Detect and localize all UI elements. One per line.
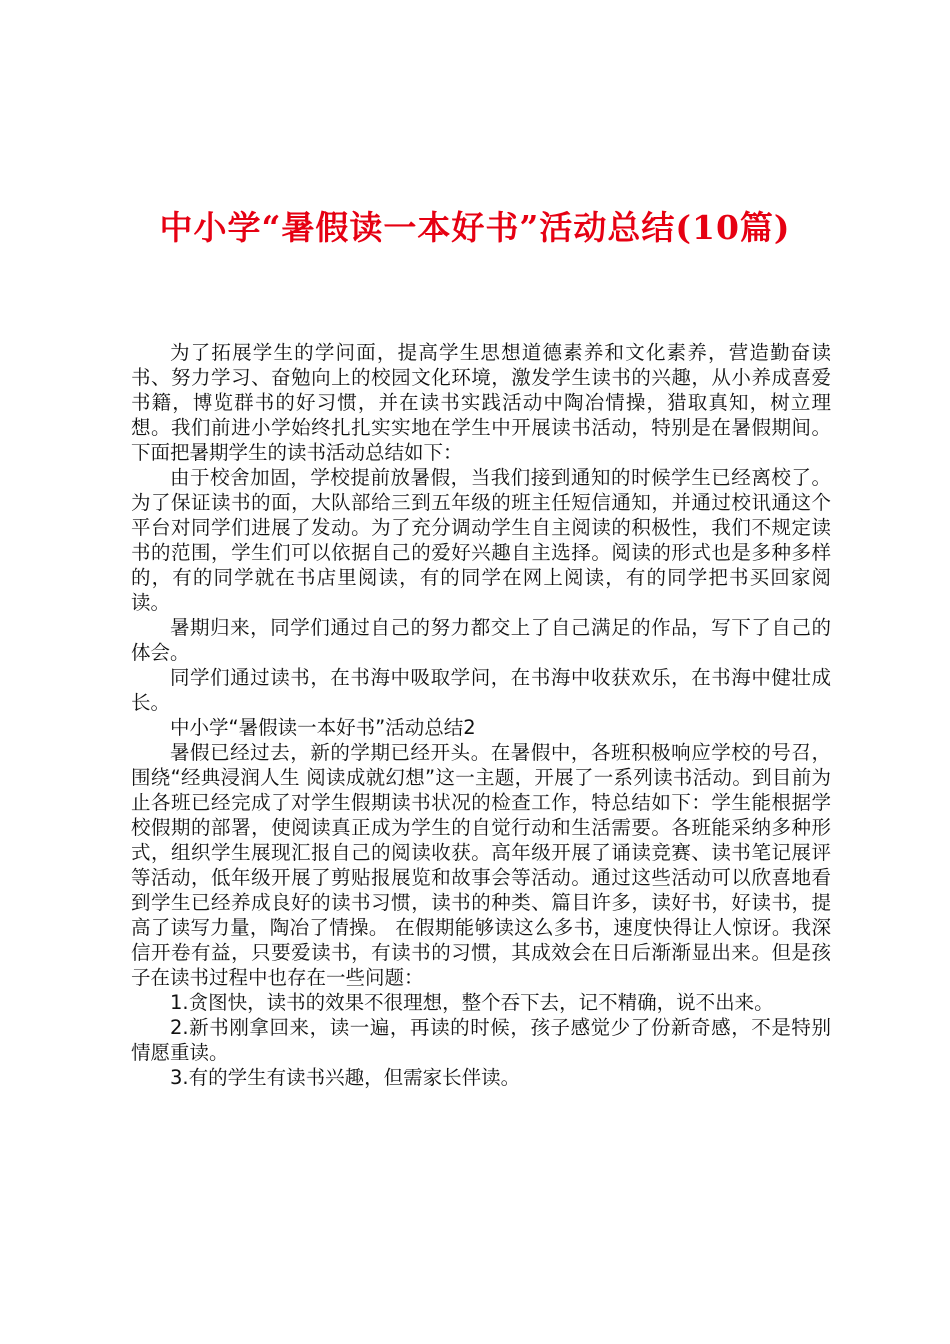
paragraph-conclusion: 同学们通过读书，在书海中吸取学问，在书海中收获欢乐，在书海中健壮成长。 (131, 666, 831, 714)
list-item-problem-3: 3.有的学生有读书兴趣，但需家长伴读。 (170, 1066, 521, 1089)
paragraph-summary-2: 暑假已经过去，新的学期已经开头。在暑假中，各班积极响应学校的号召，围绕“经典浸润人生 阅读成就幻想”这一主题，开展了一系列读书活动。到目前为止各班已经完成了对学生假期读书状况的检查工作，特总结如下：学生能根据学校假期的部署，使阅读真正成为学生的自觉行动和生活需要。各班能采纳多种形式，组织学生展现汇报自己的阅读收获。高年级开展了诵读竞赛、读书笔记展评等活动，低年级开展了剪贴报展览和故事会等活动。通过这些活动可以欣喜地看到学生已经养成良好的读书习惯，读书的种类、篇目许多，读好书，好读书，提高了读写力量，陶冶了情操。 在假期能够读这么多书，速度快得让人惊讶。我深信开卷有益，只要爱读书，有读书的习惯，其成效会在日后渐渐显出来。但是孩子在读书过程中也存在一些问题： (131, 741, 831, 989)
paragraph-background: 由于校舍加固，学校提前放暑假，当我们接到通知的时候学生已经离校了。为了保证读书的面，大队部给三到五年级的班主任短信通知，并通过校讯通这个平台对同学们进展了发动。为了充分调动学生自主阅读的积极性，我们不规定读书的范围，学生们可以依据自己的爱好兴趣自主选择。阅读的形式也是多种多样的，有的同学就在书店里阅读，有的同学在网上阅读，有的同学把书买回家阅读。 (131, 466, 831, 614)
section-heading-2: 中小学“暑假读一本好书”活动总结2 (170, 716, 476, 739)
paragraph-intro: 为了拓展学生的学问面，提高学生思想道德素养和文化素养，营造勤奋读书、努力学习、奋勉向上的校园文化环境，激发学生读书的兴趣，从小养成喜爱书籍，博览群书的好习惯，并在读书实践活动中陶冶情操，猎取真知，树立理想。我们前进小学始终扎扎实实地在学生中开展读书活动，特别是在暑假期间。下面把暑期学生的读书活动总结如下： (131, 341, 831, 464)
document-title: 中小学“暑假读一本好书”活动总结(10篇) (159, 208, 791, 247)
list-item-problem-1: 1.贪图快，读书的效果不很理想，整个吞下去，记不精确，说不出来。 (170, 991, 774, 1014)
document-body (131, 340, 831, 1090)
list-item-problem-2: 2.新书刚拿回来，读一遍，再读的时候，孩子感觉少了份新奇感，不是特别情愿重读。 (131, 1016, 831, 1064)
paragraph-results: 暑期归来，同学们通过自己的努力都交上了自己满足的作品，写下了自己的体会。 (131, 616, 831, 664)
